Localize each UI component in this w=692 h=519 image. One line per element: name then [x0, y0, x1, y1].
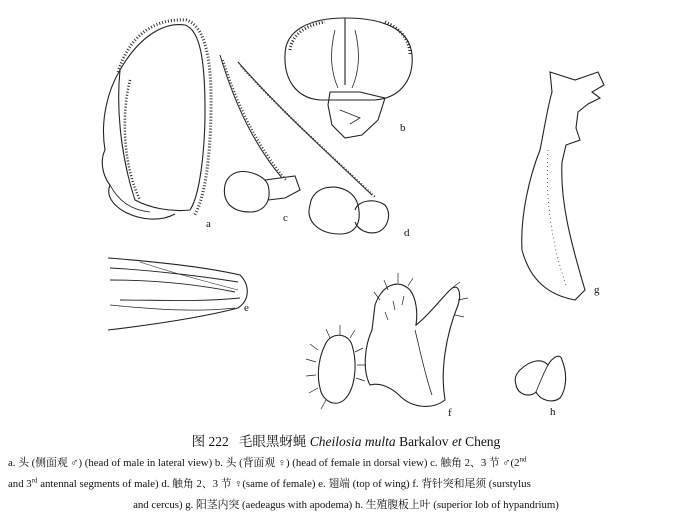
head-dorsal-drawing [285, 18, 412, 138]
aedeagus-drawing [522, 72, 604, 300]
species-scientific-name: Cheilosia multa [309, 434, 396, 449]
species-chinese-name: 毛眼黑蚜蝇 [238, 434, 307, 449]
figure-caption-title [0, 430, 692, 450]
figure-number: 图 222 [191, 434, 229, 449]
wing-tip-drawing [108, 258, 247, 330]
legend-line-3-text: and cercus) g. 阳茎内突 (aedeagus with apodema) h. 生殖腹板上叶 (superior lob of hypandrium) [133, 499, 559, 511]
head-lateral-drawing [102, 20, 211, 219]
panel-label-f: f [448, 407, 452, 419]
hypandrium-lobe-drawing [515, 356, 565, 401]
panel-label-g: g [594, 284, 600, 296]
panel-label-h: h [550, 406, 556, 418]
species-author-et: et [451, 434, 462, 449]
species-author-2: Cheng [465, 434, 501, 449]
legend-line-1-sup: nd [519, 455, 527, 464]
panel-label-a: a [206, 218, 211, 230]
panel-label-c: c [283, 212, 288, 224]
legend-line-1 [8, 453, 684, 474]
panel-label-d: d [404, 227, 410, 239]
surstylus-cercus-drawing [306, 273, 468, 409]
legend-line-2 [8, 474, 684, 495]
male-antenna-drawing [220, 55, 300, 212]
legend-line-2-text-a: and 3 [8, 478, 32, 490]
legend-line-3 [8, 495, 684, 516]
legend-line-2-sup: rd [31, 476, 38, 485]
species-author-1: Barkalov [399, 434, 449, 449]
legend-line-1-text: a. 头 (侧面观 ♂) (head of male in lateral view) b. 头 (背面观 ♀) (head of female in dorsal view) c. 触角 2、3 节 ♂(2 [8, 457, 520, 469]
panel-label-b: b [400, 122, 406, 134]
panel-label-e: e [244, 302, 249, 314]
legend-line-2-text-b: antennal segments of male) d. 触角 2、3 节 ♀(same of female) e. 翅端 (top of wing) f. 背针突和尾须 (surstylus [37, 478, 531, 490]
